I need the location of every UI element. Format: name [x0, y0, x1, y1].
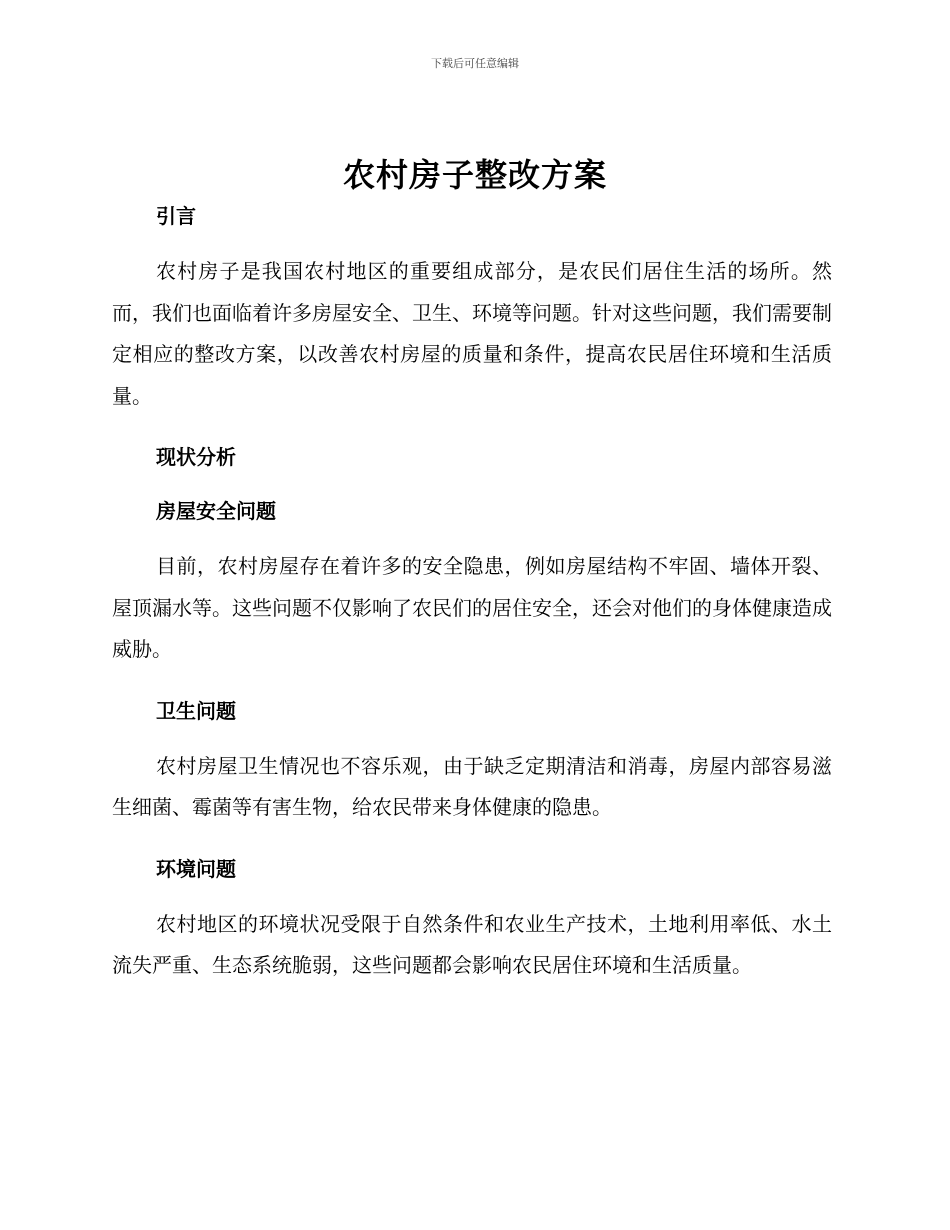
section-heading-intro: 引言	[156, 204, 196, 228]
document-title: 农村房子整改方案	[342, 156, 607, 194]
section-heading-status-analysis: 现状分析	[156, 445, 236, 469]
document-body	[112, 202, 832, 987]
paragraph-environment: 农村地区的环境状况受限于自然条件和农业生产技术，土地利用率低、水土流失严重、生态系统脆弱，这些问题都会影响农民居住环境和生活质量。	[112, 911, 832, 977]
paragraph-housing-safety: 目前，农村房屋存在着许多的安全隐患，例如房屋结构不牢固、墙体开裂、屋顶漏水等。这些问题不仅影响了农民们的居住安全，还会对他们的身体健康造成威胁。	[112, 554, 832, 661]
section-heading-housing-safety: 房屋安全问题	[156, 499, 276, 523]
page-header-note: 下载后可任意编辑	[431, 57, 519, 70]
section-heading-hygiene: 卫生问题	[156, 698, 236, 723]
paragraph-hygiene: 农村房屋卫生情况也不容乐观，由于缺乏定期清洁和消毒，房屋内部容易滋生细菌、霉菌等有害生物，给农民带来身体健康的隐患。	[112, 753, 832, 819]
section-heading-environment: 环境问题	[156, 856, 236, 881]
paragraph-intro: 农村房子是我国农村地区的重要组成部分，是农民们居住生活的场所。然而，我们也面临着许多房屋安全、卫生、环境等问题。针对这些问题，我们需要制定相应的整改方案，以改善农村房屋的质量和条件，提高农民居住环境和生活质量。	[112, 259, 832, 408]
